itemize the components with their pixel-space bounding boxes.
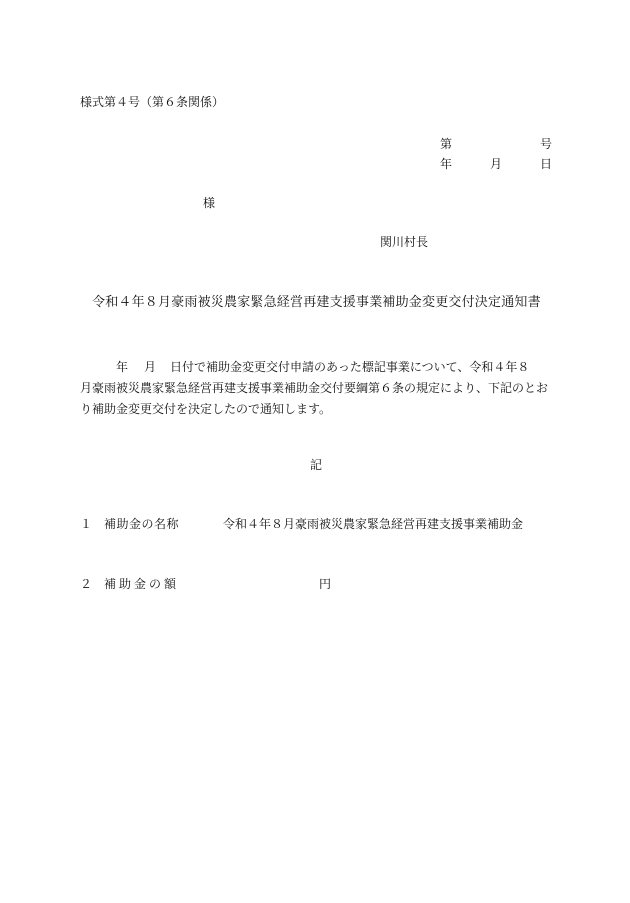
item-unit: 円 <box>319 577 332 591</box>
body-year: 年 <box>116 360 129 374</box>
item-number: ２ <box>80 577 93 591</box>
addressee: 様 <box>203 196 216 210</box>
date-day: 日 <box>540 157 553 171</box>
date-year: 年 <box>440 157 453 171</box>
body-line1-rest: 日付で補助金変更交付申請のあった標記事業について、令和４年８ <box>170 360 530 374</box>
sender: 関川村長 <box>380 235 429 249</box>
document-title: 令和４年８月豪雨被災農家緊急経営再建支援事業補助金変更交付決定通知書 <box>92 295 541 310</box>
number-suffix: 号 <box>540 137 553 151</box>
body-paragraph <box>80 357 552 420</box>
item-label: 補助金の名称 <box>104 517 180 531</box>
body-line-2: 月豪雨被災農家緊急経営再建支援事業補助金交付要綱第６条の規定により、下記のとお <box>80 381 549 395</box>
form-number: 様式第４号（第６条関係） <box>80 95 225 109</box>
number-prefix: 第 <box>440 137 453 151</box>
body-month: 月 <box>144 360 157 374</box>
ki-heading: 記 <box>310 458 323 472</box>
item-number: １ <box>80 517 93 531</box>
item-label: 補助金の額 <box>104 577 180 591</box>
body-line-3: り補助金変更交付を決定したので通知します。 <box>80 402 332 416</box>
date-month: 月 <box>490 157 503 171</box>
item-value: 令和４年８月豪雨被災農家緊急経営再建支援事業補助金 <box>223 517 524 531</box>
body-line-1 <box>80 357 552 378</box>
